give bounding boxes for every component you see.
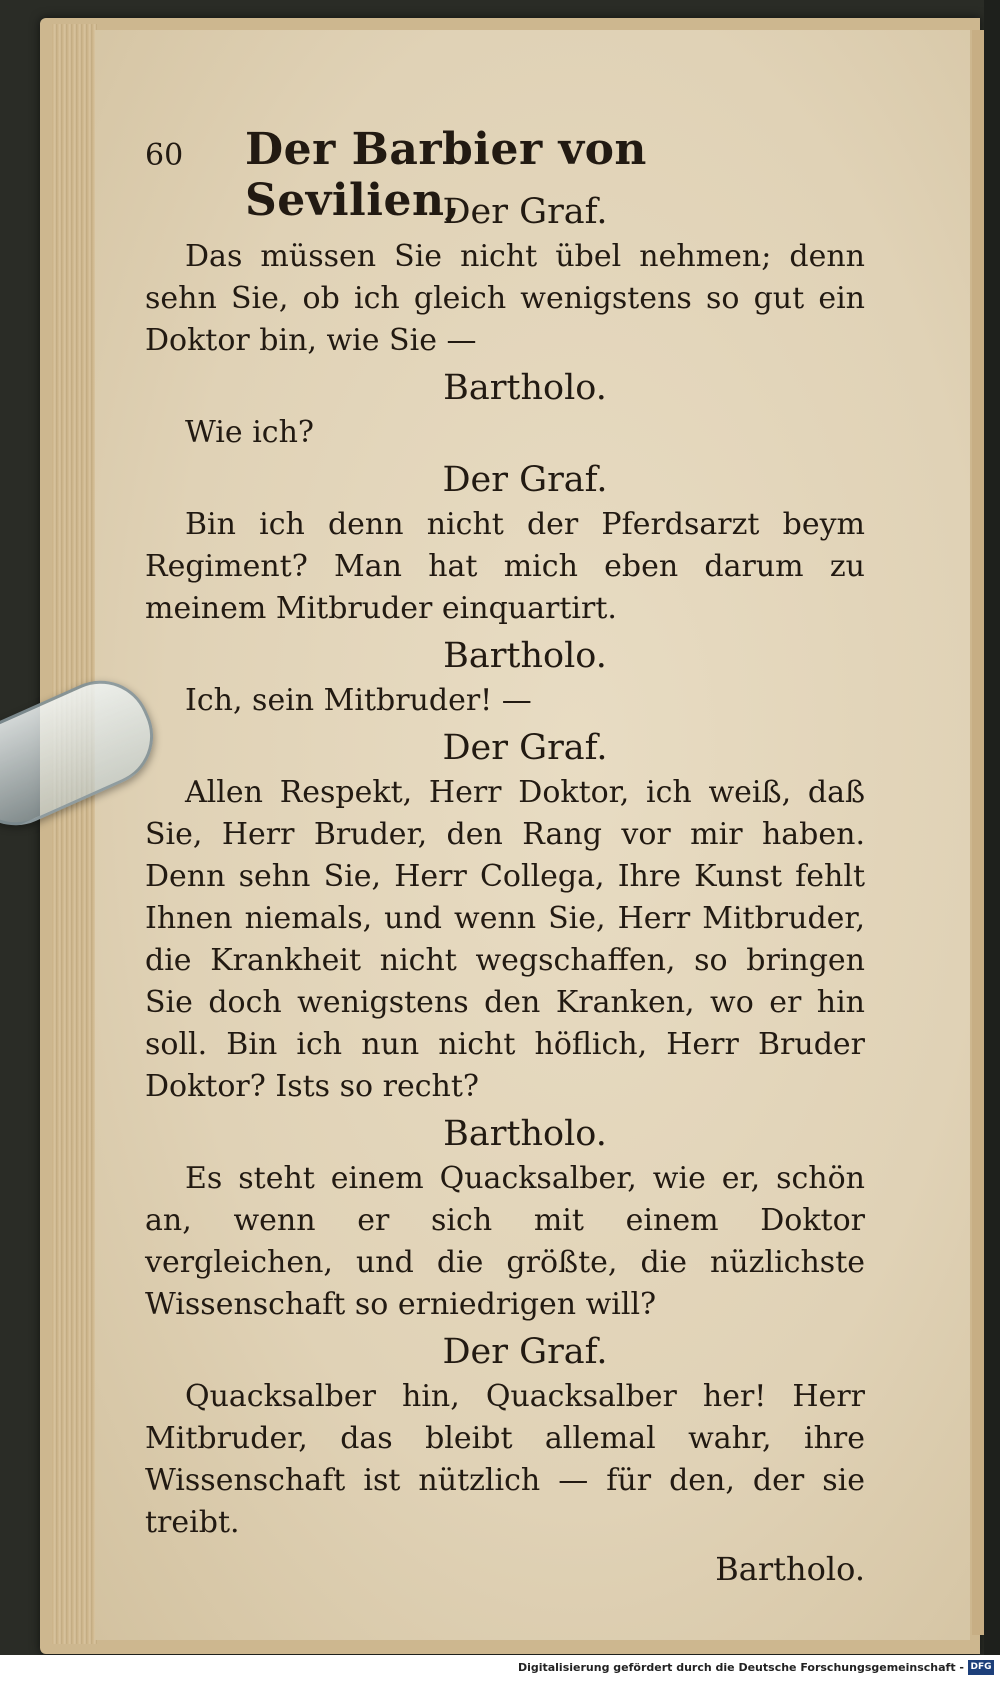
speaker-name: Der Graf. (442, 1332, 608, 1372)
scan-border-right (984, 0, 1000, 1683)
catchword: Bartholo. (715, 1550, 865, 1588)
speech-text: Allen Respekt, Herr Doktor, ich weiß, daß Sie, Herr Bruder, den Rang vor mir haben. Denn sehn Sie, Herr Collega, Ihre Kunst fehlt Ihnen niemals, und wenn Sie, Herr Mitbruder, die Krankheit nicht wegschaffen, so bringen Sie doch wenigstens den Kranken, wo er hin soll. Bin ich nun nicht höflich, Herr Bruder Doktor? Ists so recht? (145, 775, 865, 1104)
speech-text: Es steht einem Quacksalber, wie er, schön an, wenn er sich mit einem Doktor vergleichen, und die größte, die nüzlichste Wissenschaft so erniedrigen will? (145, 1161, 865, 1322)
speaker-name: Der Graf. (442, 728, 608, 768)
speaker-name: Der Graf. (442, 460, 608, 500)
digitization-footer (0, 1655, 1000, 1683)
speech-text: Wie ich? (185, 415, 314, 450)
speech-text: Quacksalber hin, Quacksalber her! Herr Mitbruder, das bleibt allemal wahr, ihre Wissenschaft ist nützlich — für den, der sie treibt. (145, 1379, 865, 1540)
page-number: 60 (145, 138, 184, 173)
speech-text: Das müssen Sie nicht übel nehmen; denn sehn Sie, ob ich gleich wenigstens so gut ein Doktor bin, wie Sie — (145, 239, 865, 358)
funding-credit: Digitalisierung gefördert durch die Deutsche Forschungsgemeinschaft - (517, 1661, 964, 1674)
speaker-name: Bartholo. (443, 368, 607, 408)
page-stack-edge (52, 24, 97, 1644)
speech-text: Bin ich denn nicht der Pferdsarzt beym Regiment? Man hat mich eben darum zu meinem Mitbruder einquartirt. (145, 507, 865, 626)
dfg-logo: DFG (968, 1660, 994, 1675)
running-title: Der Barbier von Sevilien, (245, 124, 647, 226)
speaker-name: Bartholo. (443, 1114, 607, 1154)
page-text (145, 120, 865, 1590)
speaker-name: Bartholo. (443, 636, 607, 676)
speaker-name: Der Graf. (442, 192, 608, 232)
speech-text: Ich, sein Mitbruder! — (185, 683, 532, 718)
